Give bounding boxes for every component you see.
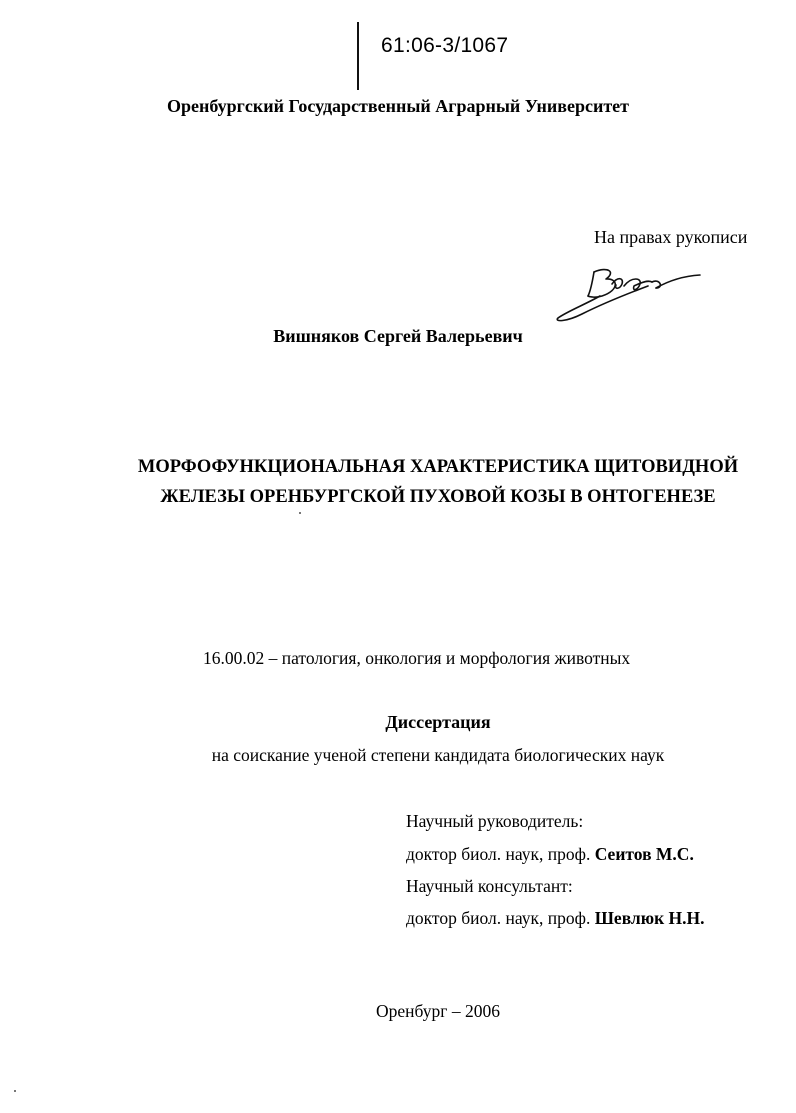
degree-statement: на соискание ученой степени кандидата биологических наук [211,745,665,765]
consultant-label: Научный консультант: [406,876,573,896]
advisor-label: Научный руководитель: [406,811,584,831]
document-type: Диссертация [385,712,491,732]
consultant-title: доктор биол. наук, проф. [406,908,591,928]
signature-image [552,262,702,324]
advisor-title: доктор биол. наук, проф. [406,844,591,864]
thesis-title-line-1: МОРФОФУНКЦИОНАЛЬНАЯ ХАРАКТЕРИСТИКА ЩИТОВИДНОЙ [137,457,739,477]
scan-speck [14,1090,16,1092]
margin-rule [357,22,359,90]
thesis-title [0,452,796,512]
university-name: Оренбургский Государственный Аграрный Университет [166,96,629,116]
archive-code: 61:06-3/1067 [381,34,509,57]
advisor-line [406,844,694,865]
city-year: Оренбург – 2006 [376,1001,500,1021]
consultant-line [406,908,705,929]
scan-speck [299,512,301,514]
consultant-name: Шевлюк Н.Н. [594,908,705,928]
author-name: Вишняков Сергей Валерьевич [273,326,523,346]
specialty-code: 16.00.02 – патология, онкология и морфология животных [203,648,631,668]
rights-note: На правах рукописи [594,227,748,247]
thesis-title-line-2: ЖЕЛЕЗЫ ОРЕНБУРГСКОЙ ПУХОВОЙ КОЗЫ В ОНТОГЕНЕЗЕ [160,487,716,507]
advisor-name: Сеитов М.С. [594,844,694,864]
